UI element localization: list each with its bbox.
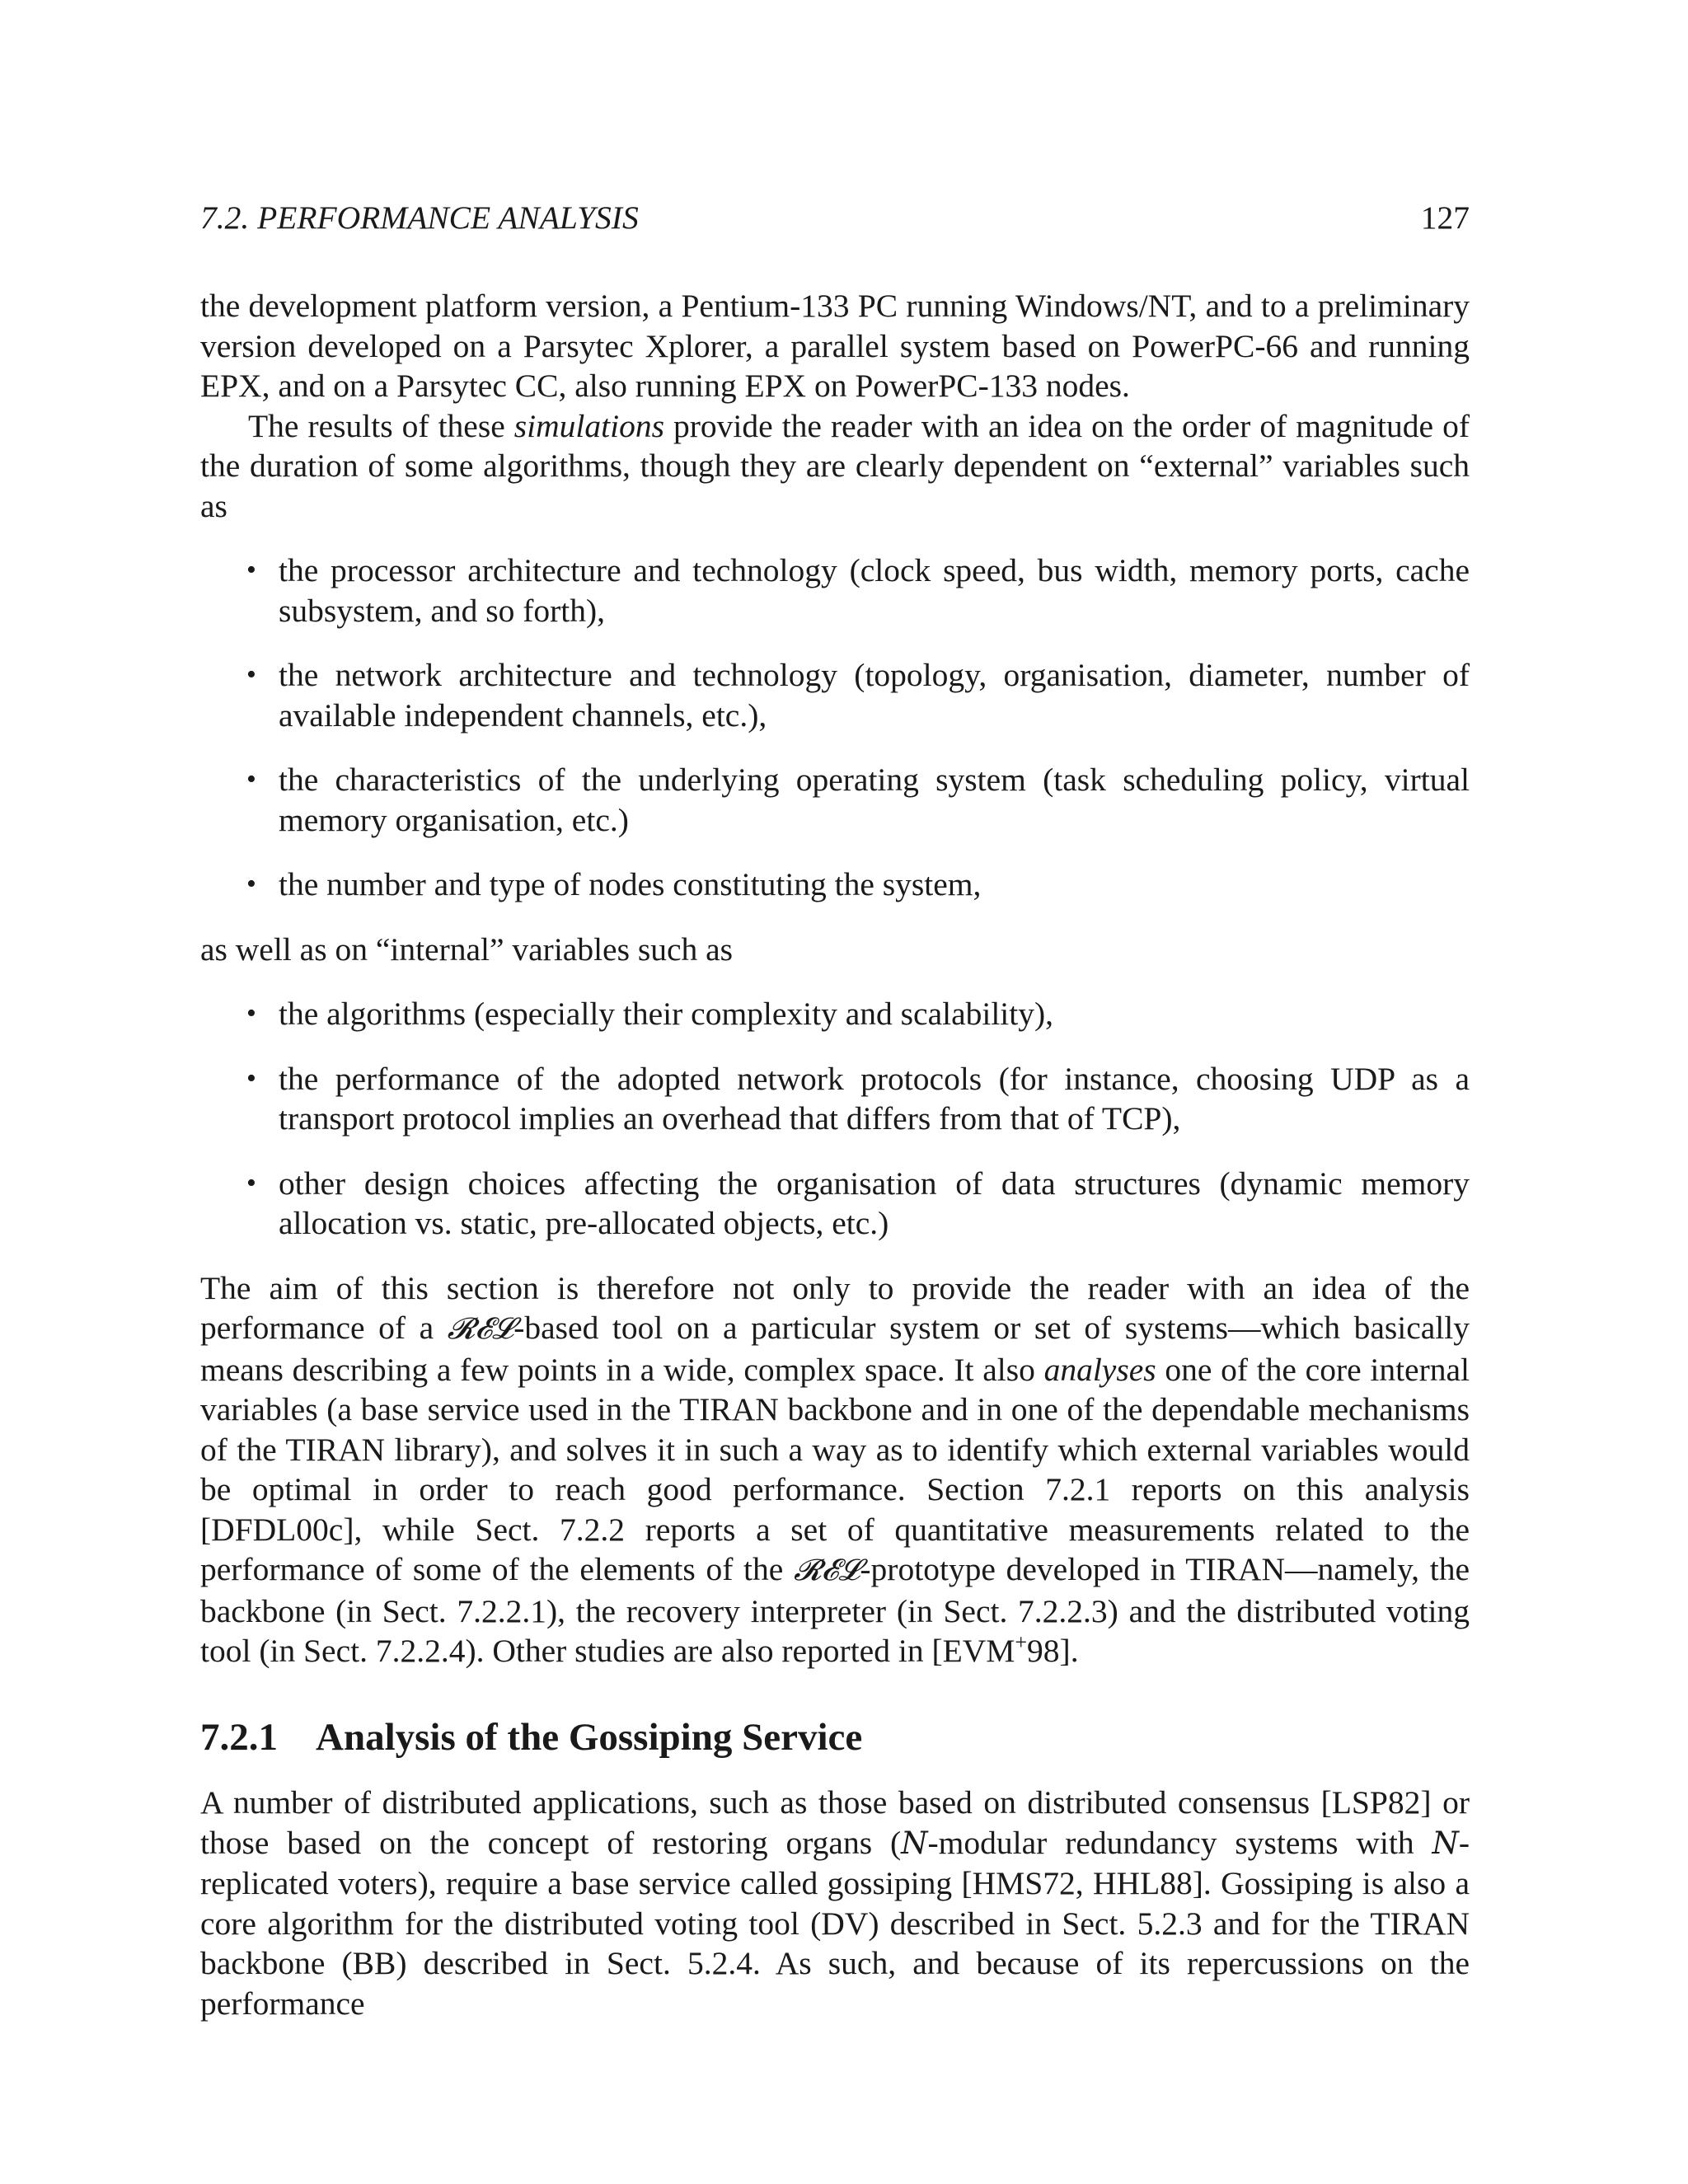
bullet-icon: • [246,1167,256,1198]
simulations-paragraph: The results of these simulations provide the reader with an idea on the order of magnitude of the duration of some algorithms, though they are clearly dependent on “external” variables such as [200,407,1470,524]
section-number: 7.2.1 [200,1716,278,1759]
running-header [200,198,1470,237]
math-var-n: N [1432,1825,1459,1861]
bullet-icon: • [246,869,256,899]
aim-paragraph: The aim of this section is therefore not only to provide the reader with an idea of the performance of a 𝓡𝓔𝓛-based tool on a particular system or set of systems—which basically means describing a few points in a wide, complex space. It also analyses one of the core internal variables (a base service used in the TIRAN backbone and in one of the dependable mechanisms of the TIRAN library), and solves it in such a way as to identify which external variables would be optimal in order to reach good performance. Section 7.2.1 reports on this analysis [DFDL00c], while Sect. 7.2.2 reports a set of quantitative measurements related to the performance of some of the elements of the 𝓡𝓔𝓛-prototype developed in TIRAN—namely, the backbone (in Sect. 7.2.2.1), the recovery interpreter (in Sect. 7.2.2.3) and the distributed voting tool (in Sect. 7.2.2.4). Other studies are also reported in [EVM+98]. [200,1269,1470,1669]
list-item: • the algorithms (especially their complexity and scalability), [200,994,1470,1034]
emphasis-simulations: simulations [513,407,664,444]
list-item: • other design choices affecting the organisation of data structures (dynamic memory allocation vs. static, pre-allocated objects, etc.) [246,1165,1470,1241]
running-header-title: 7.2. PERFORMANCE ANALYSIS [200,199,639,236]
bullet-icon: • [246,1062,256,1094]
rel-logo: 𝓡𝓔𝓛 [793,1554,860,1587]
internal-variables-list [200,994,1470,1244]
list-item: • the performance of the adopted network protocols (for instance, choosing UDP as a transport protocol implies an overhead that differs from that of TCP), [246,1060,1470,1137]
external-variables-list [200,551,1470,905]
intro-paragraph: the development platform version, a Pentium-133 PC running Windows/NT, and to a preliminary version developed on a Parsytec Xplorer, a parallel system based on PowerPC-66 and running EPX, and on a Parsytec CC, also running EPX on PowerPC-133 nodes. [200,288,1470,404]
gossiping-paragraph: A number of distributed applications, such as those based on distributed consensus [LSP82] or those based on the concept of restoring organs (N-modular redundancy systems with N-replicated voters), require a base service called gossiping [HMS72, HHL88]. Gossiping is also a core algorithm for the distributed voting tool (DV) described in Sect. 5.2.3 and for the TIRAN backbone (BB) described in Sect. 5.2.4. As such, and because of its repercussions on the performance [200,1784,1470,2022]
list-item: • the network architecture and technology (topology, organisation, diameter, number of available independent channels, etc.), [246,657,1470,733]
section-heading [200,1714,1470,1760]
list-item: • the number and type of nodes constituting the system, [200,865,1470,905]
body-upper [200,286,1470,1671]
superscript-plus: + [1015,1630,1028,1654]
body-lower [200,1783,1470,2023]
emphasis-analyses: analyses [1043,1351,1156,1388]
page-number: 127 [1420,199,1470,236]
bullet-icon: • [246,555,256,585]
list-item: • the processor architecture and technology (clock speed, bus width, memory ports, cache subsystem, and so forth), [246,552,1470,629]
rel-logo: 𝓡𝓔𝓛 [447,1312,514,1346]
list-item: • the characteristics of the underlying operating system (task scheduling policy, virtual memory organisation, etc.) [246,762,1470,838]
bullet-icon: • [246,998,256,1029]
bullet-icon: • [246,764,256,794]
internal-intro: as well as on “internal” variables such as [200,930,734,968]
math-var-n: N [901,1825,928,1861]
bullet-icon: • [246,659,256,690]
section-title: Analysis of the Gossiping Service [316,1716,863,1759]
